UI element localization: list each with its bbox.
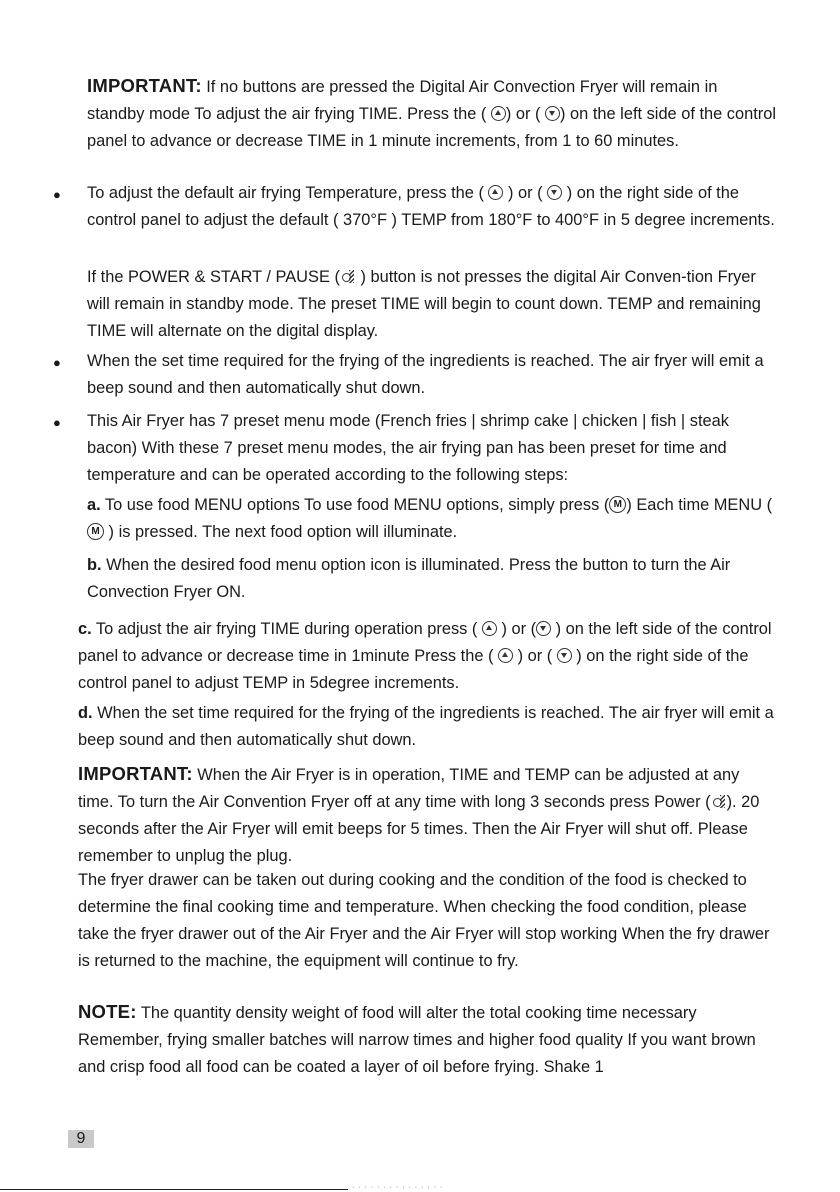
important-operation-paragraph: IMPORTANT: When the Air Fryer is in operation, TIME and TEMP can be adjusted at any time. To turn the Air Convention Fryer off at any time with long 3 seconds press Power ( ). 20 seconds after the Air Fryer will emit beeps for 5 times. Then the Air Fryer will shut off. Please remember to unplug the plug. xyxy=(78,763,760,865)
note-paragraph: NOTE: The quantity density weight of food will alter the total cooking time necessary Remember, frying smaller batches will narrow times and higher food quality If you want brown and crisp food all food can be coated a layer of oil before frying. Shake 1 xyxy=(78,1001,756,1076)
step-label: c. xyxy=(78,620,92,638)
power-icon xyxy=(711,794,727,809)
menu-icon xyxy=(609,496,626,513)
step-label: d. xyxy=(78,704,93,722)
important-heading: IMPORTANT: xyxy=(87,75,202,96)
step-label: a. xyxy=(87,496,101,514)
down-arrow-icon xyxy=(545,106,560,121)
temperature-bullet: To adjust the default air frying Temperature, press the ( ) or ( ) on the right side of the control panel to adjust the default ( 370°F ) TEMP from 180°F to 400°F in 5 degree increments. xyxy=(87,184,775,229)
up-arrow-icon xyxy=(488,185,503,200)
page-number: 9 xyxy=(68,1130,94,1148)
important-heading: IMPORTANT: xyxy=(78,763,193,784)
step-b: b. When the desired food menu option icon is illuminated. Press the button to turn the Air Convection Fryer ON. xyxy=(87,556,731,601)
menu-icon xyxy=(87,523,104,540)
down-arrow-icon xyxy=(536,621,551,636)
up-arrow-icon xyxy=(498,648,513,663)
down-arrow-icon xyxy=(557,648,572,663)
step-c: c. To adjust the air frying TIME during operation press ( ) or ( ) on the left side of the control panel to advance or decrease time in 1minute Press the ( ) or ( ) on the right side of the control panel to adjust TEMP in 5degree increments. xyxy=(78,620,772,692)
drawer-paragraph: The fryer drawer can be taken out during cooking and the condition of the food is checked to determine the final cooking time and temperature. When checking the food condition, please take the fryer drawer out of the Air Fryer and the Air Fryer will stop working When the fry drawer is returned to the machine, the equipment will continue to fry. xyxy=(78,871,770,970)
preset-menu-bullet: This Air Fryer has 7 preset menu mode (French fries | shrimp cake | chicken | fish | steak bacon) With these 7 preset menu modes, the air frying pan has been preset for time and temperature and can be operated according to the following steps: xyxy=(87,412,729,484)
auto-shutdown-bullet: When the set time required for the frying of the ingredients is reached. The air fryer will emit a beep sound and then automatically shut down. xyxy=(87,352,764,397)
power-icon xyxy=(340,269,356,284)
up-arrow-icon xyxy=(482,621,497,636)
step-d: d. When the set time required for the frying of the ingredients is reached. The air fryer will emit a beep sound and then automatically shut down. xyxy=(78,704,774,749)
note-heading: NOTE: xyxy=(78,1001,137,1022)
bullet-icon: ● xyxy=(53,415,61,430)
power-start-paragraph: If the POWER & START / PAUSE ( ) button is not presses the digital Air Conven-tion Fryer will remain in standby mode. The preset TIME will begin to count down. TEMP and remaining TIME will alternate on the digital display. xyxy=(87,268,761,340)
bullet-icon: ● xyxy=(53,355,61,370)
footer-fragment: · · · · · · · · · · · · · · · xyxy=(352,1184,444,1191)
footer-rule xyxy=(0,1189,348,1190)
bullet-icon: ● xyxy=(53,187,61,202)
important-standby-paragraph: IMPORTANT: If no buttons are pressed the Digital Air Convection Fryer will remain in standby mode To adjust the air frying TIME. Press the ( ) or ( ) on the left side of the control panel to advance or decrease TIME in 1 minute increments, from 1 to 60 minutes. xyxy=(87,75,776,150)
down-arrow-icon xyxy=(547,185,562,200)
step-a: a. To use food MENU options To use food MENU options, simply press (M ) Each time MENU ( M ) is pressed. The next food option will illuminate. xyxy=(87,492,777,546)
up-arrow-icon xyxy=(491,106,506,121)
step-label: b. xyxy=(87,556,102,574)
